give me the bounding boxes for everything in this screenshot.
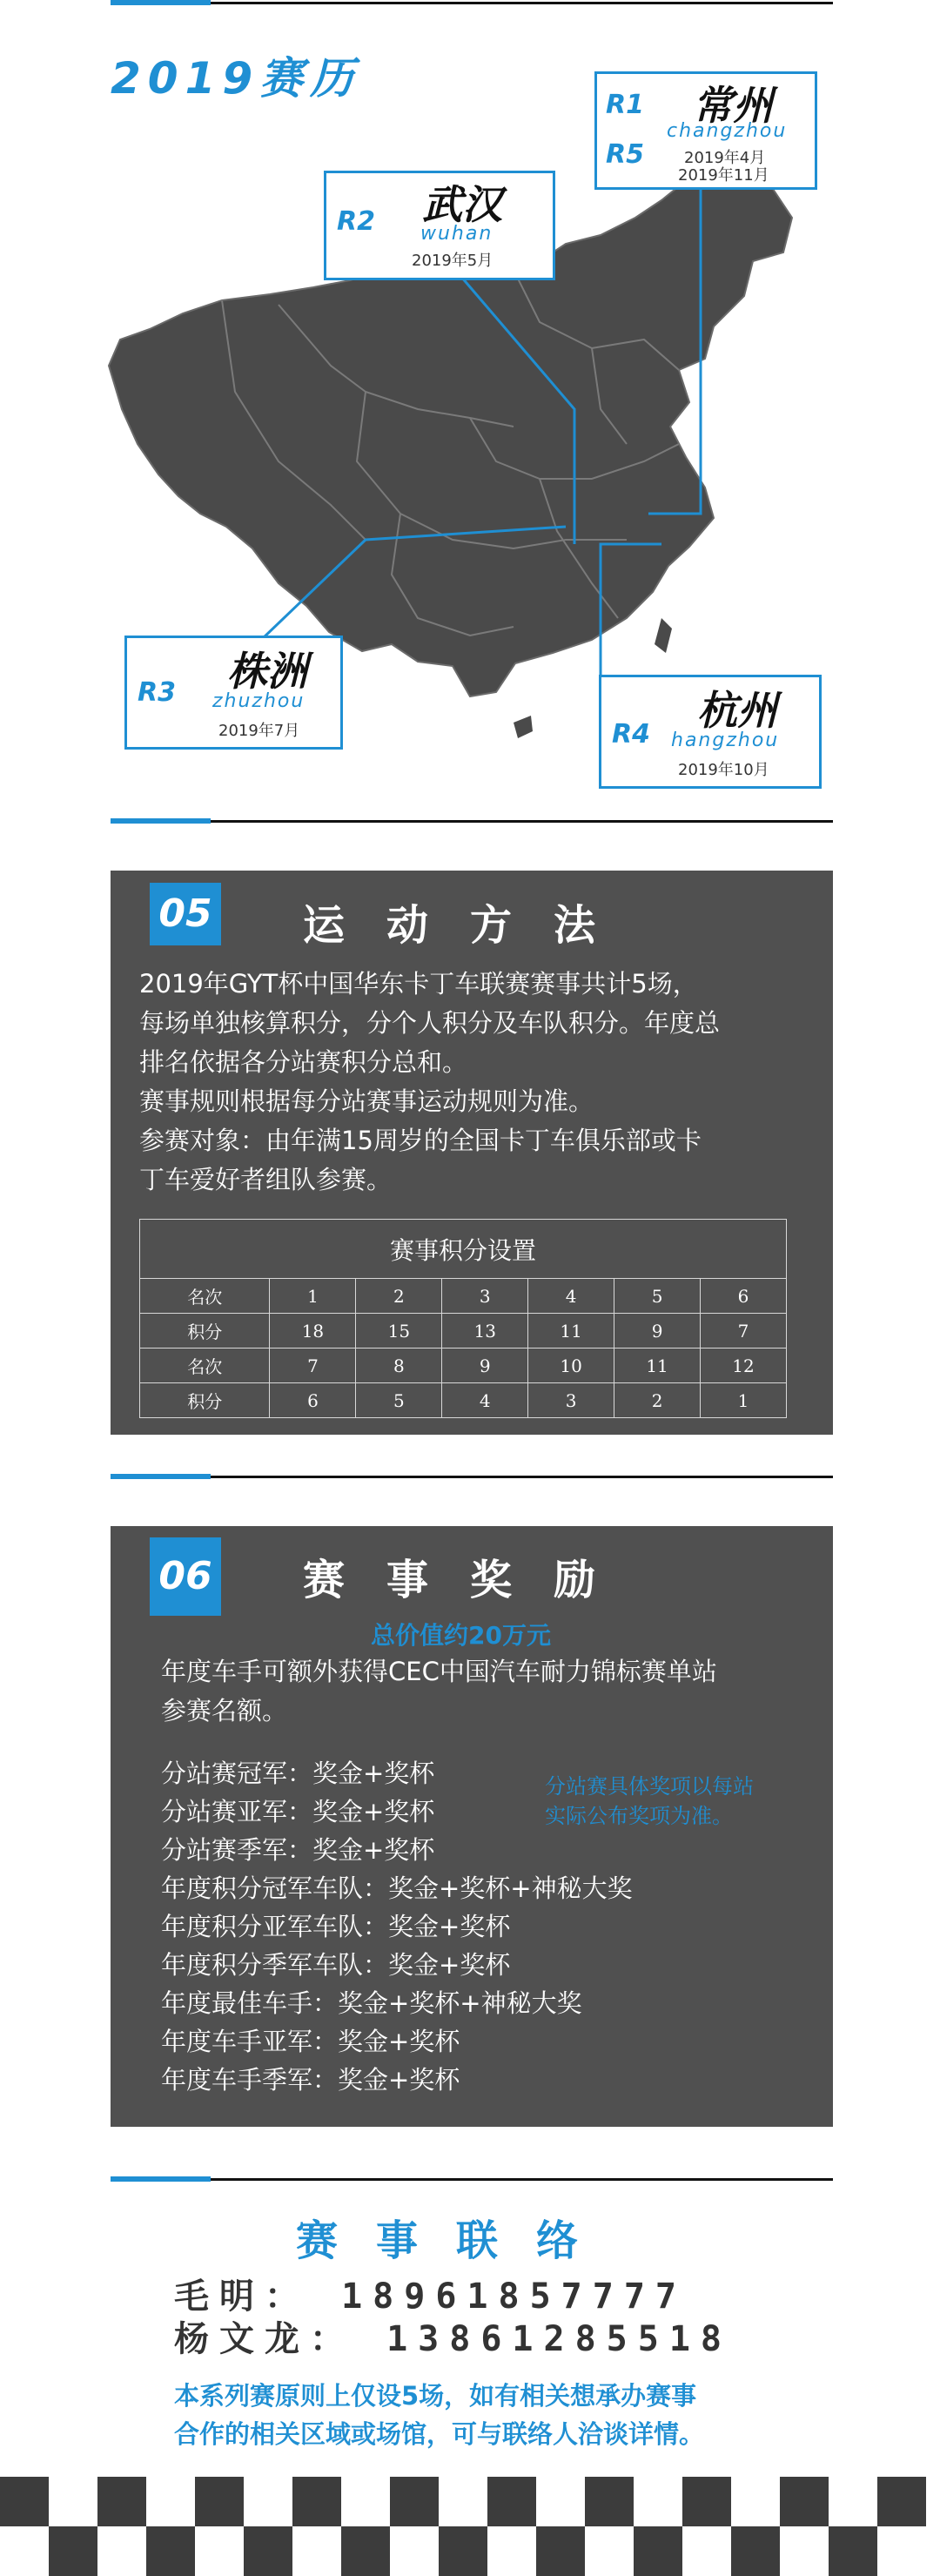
note-line: 本系列赛原则上仅设5场，如有相关想承办赛事 bbox=[174, 2381, 697, 2411]
list-item: 年度车手亚军：奖金+奖杯 bbox=[161, 2027, 460, 2056]
round-label: R3 bbox=[138, 677, 176, 708]
contact-phone[interactable]: 18961857777 bbox=[341, 2277, 687, 2317]
table-cell: 11 bbox=[614, 1349, 701, 1383]
section-number: 06 bbox=[150, 1537, 221, 1616]
city-pinyin: zhuzhou bbox=[212, 690, 306, 712]
table-cell: 7 bbox=[270, 1349, 356, 1383]
table-cell: 10 bbox=[528, 1349, 614, 1383]
table-row bbox=[140, 1279, 787, 1314]
table-cell: 6 bbox=[701, 1279, 787, 1314]
table-cell: 12 bbox=[701, 1349, 787, 1383]
calendar-title: 2019赛历 bbox=[111, 53, 361, 104]
stop-changzhou bbox=[594, 71, 817, 190]
stop-hangzhou bbox=[599, 675, 822, 789]
stop-zhuzhou bbox=[124, 636, 343, 750]
section-divider bbox=[111, 1474, 833, 1479]
stop-date: 2019年4月 bbox=[684, 149, 766, 167]
table-cell: 3 bbox=[442, 1279, 528, 1314]
method-line: 参赛对象：由年满15周岁的全国卡丁车俱乐部或卡 bbox=[139, 1126, 702, 1155]
table-cell: 4 bbox=[528, 1279, 614, 1314]
table-row bbox=[140, 1314, 787, 1349]
table-caption: 赛事积分设置 bbox=[140, 1220, 787, 1279]
section-divider bbox=[111, 2176, 833, 2182]
awards-intro bbox=[161, 1652, 717, 1731]
table-cell: 13 bbox=[442, 1314, 528, 1349]
table-cell: 15 bbox=[356, 1314, 442, 1349]
city-name: 杭州 bbox=[697, 687, 777, 734]
section-number: 05 bbox=[150, 883, 221, 945]
method-line: 丁车爱好者组队参赛。 bbox=[139, 1165, 393, 1194]
table-cell: 积分 bbox=[140, 1314, 270, 1349]
note-line: 实际公布奖项为准。 bbox=[545, 1804, 733, 1828]
intro-line: 年度车手可额外获得CEC中国汽车耐力锦标赛单站 bbox=[161, 1657, 717, 1686]
table-cell: 1 bbox=[701, 1383, 787, 1418]
city-pinyin: changzhou bbox=[667, 120, 788, 142]
stop-date: 2019年11月 bbox=[678, 166, 769, 185]
table-cell: 7 bbox=[701, 1314, 787, 1349]
city-pinyin: hangzhou bbox=[671, 730, 780, 751]
section-title: 运动方法 bbox=[303, 901, 638, 950]
list-item: 年度积分季军车队：奖金+奖杯 bbox=[161, 1950, 511, 1980]
method-text bbox=[139, 965, 720, 1200]
method-line: 每场单独核算积分，分个人积分及车队积分。年度总 bbox=[139, 1008, 721, 1038]
table-row bbox=[140, 1383, 787, 1418]
table-cell: 5 bbox=[614, 1279, 701, 1314]
table-cell: 4 bbox=[442, 1383, 528, 1418]
contact-row bbox=[174, 2311, 732, 2361]
method-line: 赛事规则根据每分站赛事运动规则为准。 bbox=[139, 1086, 594, 1116]
table-cell: 2 bbox=[614, 1383, 701, 1418]
table-cell: 11 bbox=[528, 1314, 614, 1349]
stop-date: 2019年10月 bbox=[678, 761, 769, 779]
contact-name: 杨文龙： bbox=[174, 2319, 355, 2359]
table-cell: 18 bbox=[270, 1314, 356, 1349]
method-line: 排名依据各分站赛积分总和。 bbox=[139, 1047, 468, 1077]
section-divider bbox=[111, 818, 833, 824]
section-title: 赛事奖励 bbox=[303, 1556, 638, 1604]
awards-note bbox=[545, 1772, 754, 1831]
table-cell: 积分 bbox=[140, 1383, 270, 1418]
list-item: 年度车手季军：奖金+奖杯 bbox=[161, 2065, 460, 2095]
city-name: 武汉 bbox=[422, 181, 502, 228]
table-cell: 3 bbox=[528, 1383, 614, 1418]
table-cell: 6 bbox=[270, 1383, 356, 1418]
round-label: R5 bbox=[606, 139, 644, 170]
table-cell: 名次 bbox=[140, 1349, 270, 1383]
table-cell: 8 bbox=[356, 1349, 442, 1383]
table-cell: 1 bbox=[270, 1279, 356, 1314]
stop-wuhan bbox=[324, 171, 555, 280]
city-name: 常州 bbox=[693, 82, 773, 129]
list-item: 分站赛冠军：奖金+奖杯 bbox=[161, 1759, 435, 1788]
table-cell: 名次 bbox=[140, 1279, 270, 1314]
table-row bbox=[140, 1349, 787, 1383]
stop-date: 2019年5月 bbox=[412, 252, 494, 270]
table-cell: 9 bbox=[614, 1314, 701, 1349]
round-label: R2 bbox=[337, 206, 375, 237]
city-name: 株洲 bbox=[227, 648, 307, 695]
checkered-flag-pattern bbox=[0, 2477, 940, 2576]
list-item: 分站赛亚军：奖金+奖杯 bbox=[161, 1797, 435, 1826]
points-table bbox=[139, 1219, 787, 1418]
contact-phone[interactable]: 13861285518 bbox=[386, 2319, 732, 2359]
list-item: 年度积分亚军车队：奖金+奖杯 bbox=[161, 1912, 511, 1941]
contact-name: 毛明： bbox=[174, 2277, 310, 2317]
city-pinyin: wuhan bbox=[420, 223, 494, 245]
stop-date: 2019年7月 bbox=[218, 722, 300, 740]
contact-title: 赛事联络 bbox=[296, 2216, 617, 2265]
note-line: 分站赛具体奖项以每站 bbox=[545, 1774, 754, 1799]
awards-total: 总价值约20万元 bbox=[371, 1621, 551, 1650]
list-item: 分站赛季军：奖金+奖杯 bbox=[161, 1835, 435, 1865]
list-item: 年度积分冠军车队：奖金+奖杯+神秘大奖 bbox=[161, 1873, 633, 1903]
round-label: R4 bbox=[612, 719, 650, 750]
intro-line: 参赛名额。 bbox=[161, 1696, 288, 1725]
method-line: 2019年GYT杯中国华东卡丁车联赛赛事共计5场， bbox=[139, 969, 698, 999]
note-line: 合作的相关区域或场馆，可与联络人洽谈详情。 bbox=[174, 2419, 705, 2449]
round-label: R1 bbox=[606, 90, 644, 120]
contact-note bbox=[174, 2377, 704, 2453]
table-cell: 9 bbox=[442, 1349, 528, 1383]
list-item: 年度最佳车手：奖金+奖杯+神秘大奖 bbox=[161, 1988, 582, 2018]
table-cell: 2 bbox=[356, 1279, 442, 1314]
table-cell: 5 bbox=[356, 1383, 442, 1418]
